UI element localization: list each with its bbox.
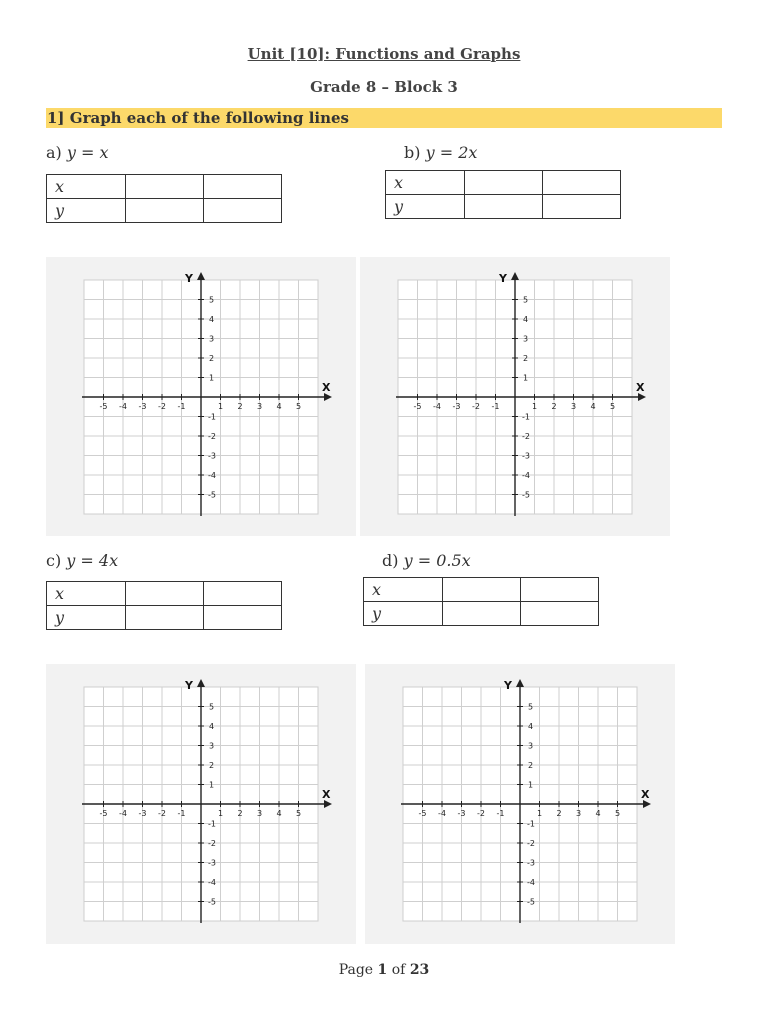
x-tick-label: -2 [477, 809, 485, 818]
x-axis-label: X [322, 381, 331, 394]
y-tick-label: 4 [209, 722, 215, 731]
x-tick-label: 5 [295, 809, 302, 818]
x-tick-label: 3 [575, 809, 582, 818]
x-axis-arrow [643, 800, 651, 808]
x-tick-label: -3 [457, 809, 466, 818]
table-cell[interactable] [465, 171, 543, 195]
y-axis-arrow [197, 272, 205, 280]
x-tick-label: 2 [237, 402, 243, 411]
x-tick-label: -5 [99, 809, 108, 818]
x-tick-label: -1 [177, 809, 186, 818]
x-tick-label: 2 [556, 809, 562, 818]
x-tick-label: -2 [158, 402, 166, 411]
x-tick-label: -5 [99, 402, 108, 411]
xy-table-b [385, 170, 621, 219]
x-tick-label: 5 [609, 402, 616, 411]
table-cell[interactable] [204, 606, 282, 630]
y-tick-label: -1 [522, 412, 530, 422]
x-tick-label: -4 [119, 402, 127, 411]
x-tick-label: -3 [138, 402, 147, 411]
x-tick-label: 1 [531, 402, 538, 411]
problem-b [404, 143, 477, 162]
table-cell[interactable] [543, 195, 621, 219]
y-axis-label: Y [185, 272, 193, 285]
y-tick-label: 3 [209, 334, 215, 344]
table-cell[interactable] [126, 175, 204, 199]
y-tick-label: 2 [209, 761, 215, 770]
problem-letter: b) [404, 143, 421, 162]
x-tick-label: -4 [119, 809, 127, 818]
problem-equation: y = 0.5x [403, 551, 471, 570]
x-tick-label: -5 [413, 402, 422, 411]
table-x-label: x [364, 578, 443, 602]
table-cell[interactable] [204, 199, 282, 223]
x-tick-label: -4 [433, 402, 441, 411]
problem-equation: y = 4x [66, 551, 119, 570]
y-axis-arrow [197, 679, 205, 687]
table-x-label: x [47, 175, 126, 199]
y-tick-label: 4 [523, 315, 529, 324]
coordinate-grid-d[interactable] [365, 664, 675, 944]
y-tick-label: 3 [528, 741, 534, 751]
footer-of: of [391, 962, 406, 978]
y-tick-label: 5 [528, 702, 534, 712]
x-tick-label: 5 [614, 809, 621, 818]
y-tick-label: -4 [527, 878, 535, 887]
y-tick-label: -5 [208, 897, 216, 907]
y-axis-label: Y [185, 679, 193, 692]
x-axis-arrow [324, 800, 332, 808]
y-tick-label: 2 [523, 354, 529, 363]
problem-d [382, 551, 471, 570]
table-cell[interactable] [204, 175, 282, 199]
x-tick-label: 3 [256, 402, 263, 411]
y-axis-arrow [511, 272, 519, 280]
x-tick-label: 1 [217, 809, 224, 818]
coordinate-grid-c[interactable] [46, 664, 356, 944]
y-tick-label: -4 [208, 878, 216, 887]
x-tick-label: 2 [237, 809, 243, 818]
y-tick-label: 1 [523, 373, 529, 383]
y-tick-label: 4 [528, 722, 534, 731]
y-tick-label: -4 [208, 471, 216, 480]
y-tick-label: 4 [209, 315, 215, 324]
problem-a [46, 143, 109, 162]
xy-table-c [46, 581, 282, 630]
x-tick-label: -3 [138, 809, 147, 818]
y-tick-label: -2 [208, 432, 216, 441]
table-cell[interactable] [126, 582, 204, 606]
y-tick-label: 5 [209, 702, 215, 712]
y-tick-label: -2 [522, 432, 530, 441]
x-tick-label: 1 [536, 809, 543, 818]
table-y-label: y [386, 195, 465, 219]
y-tick-label: -3 [208, 858, 216, 868]
x-tick-label: -1 [177, 402, 186, 411]
x-axis-arrow [324, 393, 332, 401]
y-tick-label: 2 [528, 761, 534, 770]
table-cell[interactable] [521, 602, 599, 626]
table-x-label: x [47, 582, 126, 606]
x-axis-label: X [322, 788, 331, 801]
x-tick-label: -1 [496, 809, 505, 818]
y-tick-label: -5 [522, 490, 530, 500]
table-x-label: x [386, 171, 465, 195]
x-tick-label: 3 [570, 402, 577, 411]
y-tick-label: -3 [527, 858, 535, 868]
x-axis-arrow [638, 393, 646, 401]
x-tick-label: -2 [472, 402, 480, 411]
x-tick-label: 4 [276, 809, 282, 818]
problem-c [46, 551, 118, 570]
y-tick-label: 3 [523, 334, 529, 344]
table-y-label: y [47, 606, 126, 630]
y-tick-label: 5 [523, 295, 529, 305]
y-tick-label: 1 [528, 780, 534, 790]
total-pages: 23 [409, 962, 430, 978]
y-tick-label: -3 [522, 451, 530, 461]
xy-table-d [363, 577, 599, 626]
section-heading-label: 1] Graph each of the following lines [47, 109, 349, 127]
x-tick-label: -3 [452, 402, 461, 411]
y-tick-label: 3 [209, 741, 215, 751]
x-tick-label: -1 [491, 402, 500, 411]
x-tick-label: 5 [295, 402, 302, 411]
current-page: 1 [377, 962, 388, 978]
x-tick-label: 2 [551, 402, 557, 411]
y-tick-label: -1 [208, 412, 216, 422]
table-y-label: y [47, 199, 126, 223]
y-tick-label: -2 [208, 839, 216, 848]
table-cell[interactable] [126, 606, 204, 630]
x-tick-label: 4 [595, 809, 601, 818]
table-cell[interactable] [521, 578, 599, 602]
table-cell[interactable] [543, 171, 621, 195]
y-tick-label: 1 [209, 780, 215, 790]
xy-table-a [46, 174, 282, 223]
y-tick-label: 1 [209, 373, 215, 383]
y-axis-arrow [516, 679, 524, 687]
y-tick-label: -3 [208, 451, 216, 461]
y-tick-label: -5 [527, 897, 535, 907]
problem-letter: c) [46, 551, 62, 570]
y-tick-label: 2 [209, 354, 215, 363]
x-tick-label: 1 [217, 402, 224, 411]
coordinate-grid-b[interactable] [360, 257, 670, 536]
coordinate-grid-a[interactable] [46, 257, 356, 536]
grade-subtitle: Grade 8 – Block 3 [310, 78, 458, 96]
y-tick-label: -1 [208, 819, 216, 829]
table-y-label: y [364, 602, 443, 626]
x-tick-label: -4 [438, 809, 446, 818]
table-cell[interactable] [126, 199, 204, 223]
problem-equation: y = x [66, 143, 109, 162]
table-cell[interactable] [465, 195, 543, 219]
y-tick-label: -1 [527, 819, 535, 829]
y-tick-label: -4 [522, 471, 530, 480]
problem-letter: d) [382, 551, 399, 570]
y-axis-label: Y [504, 679, 512, 692]
unit-title: Unit [10]: Functions and Graphs [247, 45, 521, 63]
x-axis-label: X [636, 381, 645, 394]
x-axis-label: X [641, 788, 650, 801]
x-tick-label: 3 [256, 809, 263, 818]
section-heading [46, 108, 722, 128]
y-tick-label: -2 [527, 839, 535, 848]
problem-letter: a) [46, 143, 62, 162]
table-cell[interactable] [443, 602, 521, 626]
footer-prefix: Page [338, 962, 374, 978]
page-footer [0, 962, 768, 978]
problem-equation: y = 2x [425, 143, 478, 162]
y-tick-label: -5 [208, 490, 216, 500]
x-tick-label: 4 [276, 402, 282, 411]
y-tick-label: 5 [209, 295, 215, 305]
table-cell[interactable] [204, 582, 282, 606]
x-tick-label: 4 [590, 402, 596, 411]
x-tick-label: -2 [158, 809, 166, 818]
x-tick-label: -5 [418, 809, 427, 818]
table-cell[interactable] [443, 578, 521, 602]
y-axis-label: Y [499, 272, 507, 285]
